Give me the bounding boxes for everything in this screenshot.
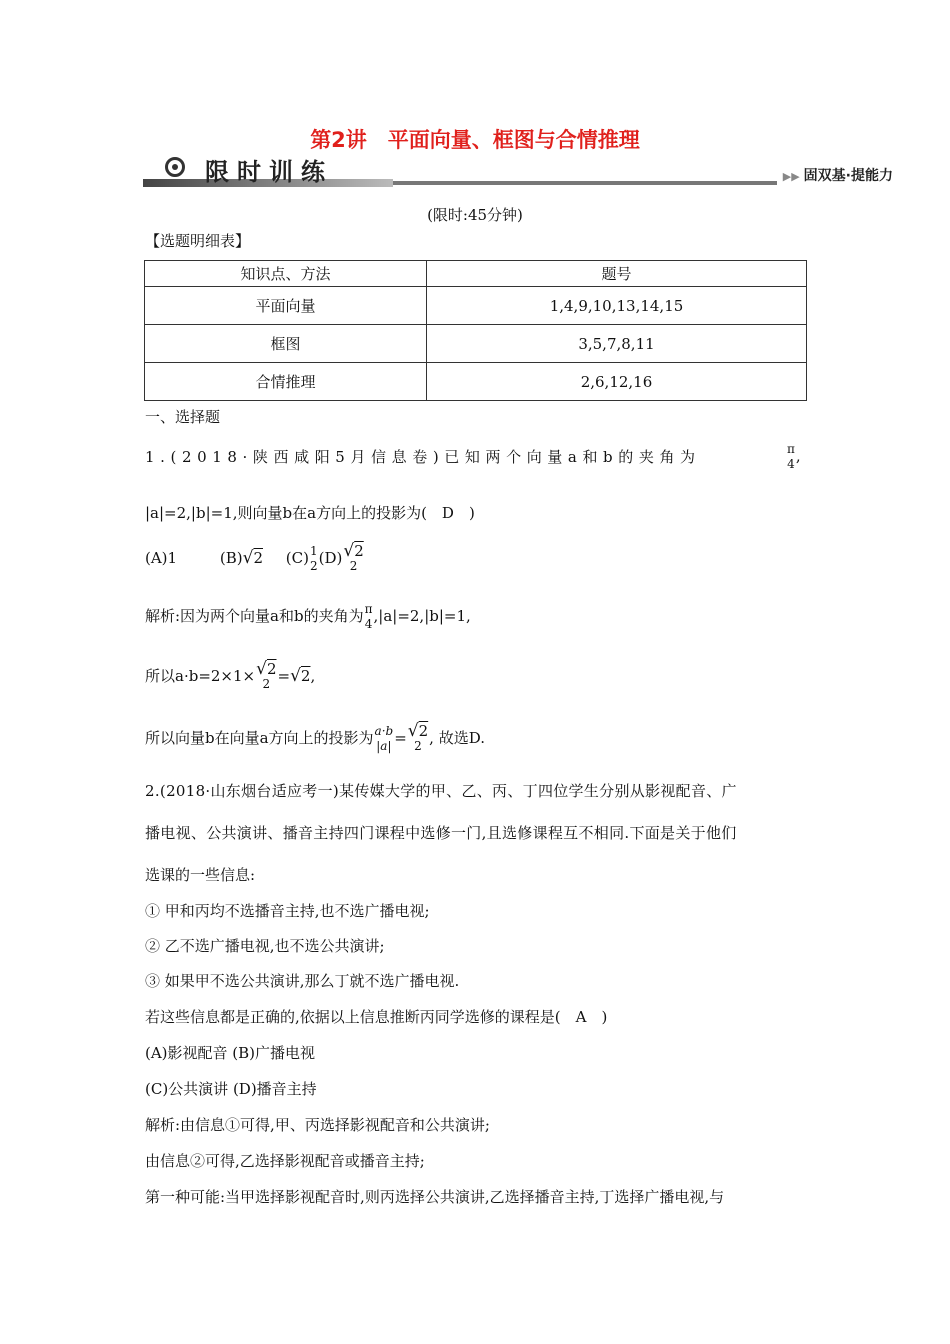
q2-line: 解析:由信息①可得,甲、丙选择影视配音和公共演讲; [145, 1116, 490, 1134]
fraction [375, 724, 394, 754]
frac-den: 2 [349, 559, 358, 573]
q1-angle-fraction [786, 442, 801, 472]
sqrt-arg: 2 [418, 722, 429, 740]
frac-num [256, 662, 276, 677]
banner-label: 限时训练 [205, 158, 333, 186]
comma: , [310, 667, 316, 685]
q2-line: ③ 如果甲不选公共演讲,那么丁就不选广播电视. [145, 972, 460, 990]
frac-den: 4 [787, 457, 795, 471]
sqrt-arg: 2 [354, 542, 364, 560]
option-d: (D) [318, 549, 343, 567]
table-caption: 【选题明细表】 [145, 232, 251, 250]
banner-tagline-text: 固双基·提能力 [803, 168, 893, 184]
time-limit: (限时:45分钟) [427, 206, 523, 224]
solution-text: 所以a·b=2×1× [145, 667, 256, 685]
frac-num: a·b [374, 724, 394, 738]
q2-line: ② 乙不选广播电视,也不选公共演讲; [145, 937, 385, 955]
q2-line: 2.(2018·山东烟台适应考一)某传媒大学的甲、乙、丙、丁四位学生分别从影视配音、广 [145, 782, 737, 800]
frac-num [343, 544, 363, 559]
q1-solution-line1 [145, 602, 471, 632]
frac-num: π [364, 602, 373, 616]
section-banner [143, 154, 895, 190]
table-header-cell: 题号 [427, 261, 807, 287]
table-header-cell: 知识点、方法 [145, 261, 427, 287]
option-a: (A)1 [145, 549, 178, 567]
q1-options [145, 544, 365, 574]
topic-table [144, 260, 807, 401]
table-row [145, 363, 807, 401]
target-icon [165, 157, 185, 177]
double-arrow-icon: ▶▶ [782, 170, 800, 183]
frac-den: 4 [364, 617, 373, 631]
table-header-row [145, 261, 807, 287]
q2-line: (A)影视配音 (B)广播电视 [145, 1044, 316, 1062]
fraction [310, 544, 318, 574]
table-row [145, 287, 807, 325]
table-cell: 平面向量 [145, 287, 427, 325]
frac-num [408, 724, 428, 739]
q2-line: (C)公共演讲 (D)播音主持 [145, 1080, 317, 1098]
frac-den: |a| [376, 739, 392, 753]
q1-solution-line3 [145, 724, 485, 754]
q1-stem-text: 1.(2018·陕西咸阳5月信息卷)已知两个向量a和b的夹角为 [145, 448, 701, 466]
sqrt-arg: 2 [300, 667, 311, 685]
solution-text: 所以向量b在向量a方向上的投影为 [145, 729, 374, 747]
banner-tagline [777, 165, 893, 185]
q2-line: 若这些信息都是正确的,依据以上信息推断丙同学选修的课程是( A ) [145, 1008, 608, 1026]
sqrt-arg: 2 [266, 660, 277, 678]
q1-stem-line2: |a|=2,|b|=1,则向量b在a方向上的投影为( D ) [145, 504, 475, 522]
q2-line: 播电视、公共演讲、播音主持四门课程中选修一门,且选修课程互不相同.下面是关于他们 [145, 824, 737, 842]
frac-num: π [787, 442, 795, 456]
sqrt-expression [290, 667, 310, 685]
table-cell: 2,6,12,16 [427, 363, 807, 401]
fraction [408, 724, 428, 754]
q1-stem-line1 [145, 446, 701, 467]
q1-solution-line2 [145, 662, 315, 692]
table-cell: 合情推理 [145, 363, 427, 401]
equals: = [394, 729, 407, 747]
option-b: (B) [219, 549, 243, 567]
solution-text: 解析:因为两个向量a和b的夹角为 [145, 607, 364, 625]
q2-line: ① 甲和丙均不选播音主持,也不选广播电视; [145, 902, 430, 920]
frac-num: 1 [309, 544, 318, 558]
table-cell: 1,4,9,10,13,14,15 [427, 287, 807, 325]
section-heading: 一、选择题 [145, 408, 221, 426]
table-cell: 3,5,7,8,11 [427, 325, 807, 363]
fraction [256, 662, 276, 692]
table-row [145, 325, 807, 363]
table-cell: 框图 [145, 325, 427, 363]
frac-den: 2 [309, 559, 318, 573]
equals: = [277, 667, 291, 685]
sqrt-expression [243, 549, 263, 567]
page-title: 第2讲 平面向量、框图与合情推理 [310, 128, 640, 152]
q2-line: 由信息②可得,乙选择影视配音或播音主持; [145, 1152, 425, 1170]
option-c: (C) [285, 549, 309, 567]
solution-text: , 故选D. [429, 729, 485, 747]
sqrt-arg: 2 [253, 549, 263, 567]
comma: , [795, 447, 801, 465]
frac-den: 2 [414, 739, 422, 753]
frac-den: 2 [262, 677, 271, 691]
q2-line: 选课的一些信息: [145, 866, 256, 884]
fraction [343, 544, 363, 574]
fraction [365, 602, 373, 632]
q2-line: 第一种可能:当甲选择影视配音时,则丙选择公共演讲,乙选择播音主持,丁选择广播电视,与 [145, 1188, 725, 1206]
solution-text: ,|a|=2,|b|=1, [373, 607, 471, 625]
